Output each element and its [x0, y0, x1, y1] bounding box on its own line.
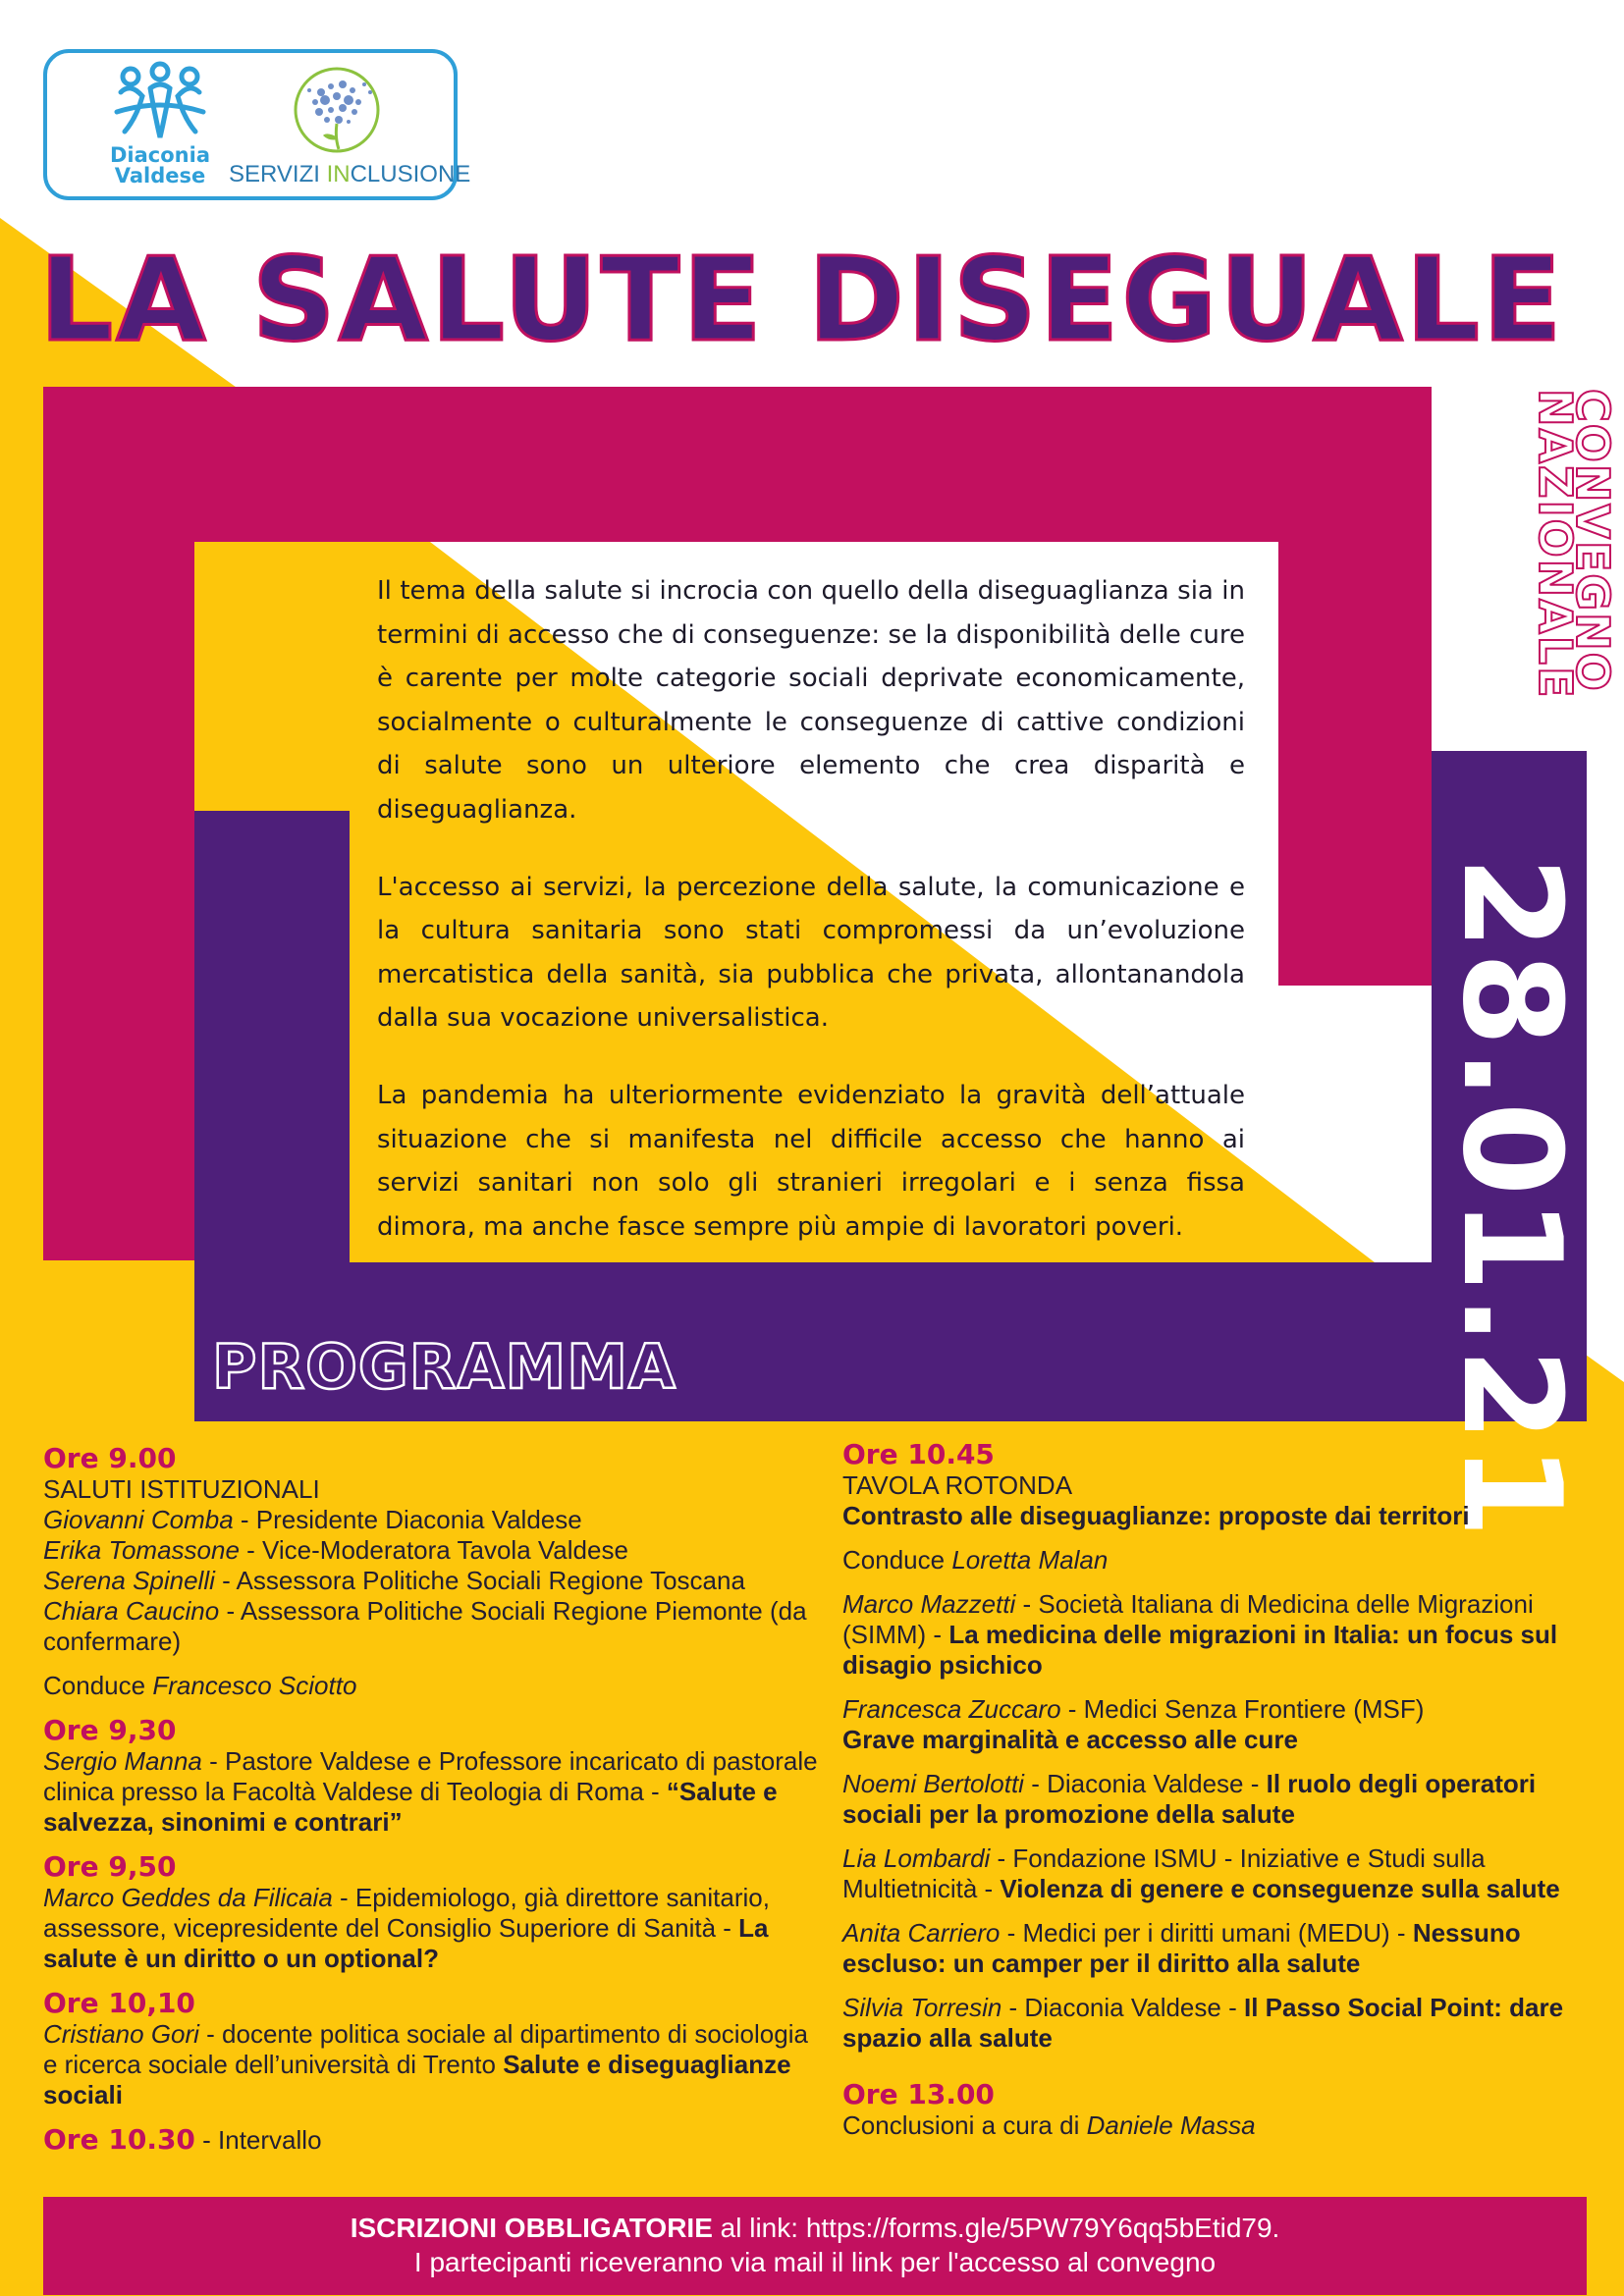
speaker-line	[43, 1596, 819, 1657]
registration-note: I partecipanti riceveranno via mail il link per l'accesso al convegno	[413, 2247, 1217, 2277]
speaker-role: - Presidente Diaconia Valdese	[233, 1505, 582, 1534]
speaker-name: Marco Geddes da Filicaia	[43, 1883, 333, 1912]
magenta-frame-top	[43, 387, 1432, 542]
talk-line	[43, 1883, 819, 1974]
slot-time: Ore 10.45	[842, 1438, 995, 1470]
slot-time: Ore 9,50	[43, 1850, 177, 1883]
talk-title: Violenza di genere e conseguenze sulla salute	[1000, 1874, 1560, 1903]
magenta-frame-left	[43, 387, 194, 1260]
speaker-name: Sergio Manna	[43, 1746, 202, 1776]
schedule-right-column	[842, 1439, 1598, 2141]
slot-heading: TAVOLA ROTONDA	[842, 1470, 1073, 1500]
programma-text: PROGRAMMA	[212, 1331, 677, 1403]
speaker-role: - docente politica sociale al dipartimento di sociologia e ricerca sociale dell’università di Trento	[43, 2019, 808, 2079]
slot-heading: SALUTI ISTITUZIONALI	[43, 1474, 320, 1504]
moderator-line	[43, 1671, 819, 1701]
talk-line	[842, 1589, 1598, 1681]
speaker-name: Lia Lombardi	[842, 1843, 991, 1873]
people-circle-icon	[111, 63, 209, 143]
talk-line	[842, 1843, 1598, 1904]
diaconia-line1: Diaconia	[110, 143, 210, 167]
speaker-role: - Assessora Politiche Sociali Regione Piemonte (da confermare)	[43, 1596, 807, 1656]
slot-time: Ore 9,30	[43, 1714, 177, 1746]
speaker-role: - Epidemiologo, già direttore sanitario, assessore, vicepresidente del Consiglio Superiore di Sanità -	[43, 1883, 770, 1943]
speaker-name: Giovanni Comba	[43, 1505, 234, 1534]
talk-line	[43, 1746, 819, 1838]
speaker-role: - Diaconia Valdese -	[1001, 1993, 1244, 2022]
event-date: 28.01.21	[1433, 856, 1591, 1540]
speaker-name: Cristiano Gori	[43, 2019, 199, 2049]
talk-title: La salute è un diritto o un optional?	[43, 1913, 769, 1973]
programma-heading	[208, 1327, 895, 1406]
registration-link[interactable]: al link: https://forms.gle/5PW79Y6qq5bEtid79.	[712, 2213, 1280, 2243]
talk-title: Salute e diseguaglianze sociali	[43, 2050, 791, 2109]
nazionale-text: NAZIONALE	[1529, 389, 1582, 700]
slot-time: Ore 10,10	[43, 1987, 195, 2019]
speaker-line	[43, 1505, 819, 1535]
talk-title: Grave marginalità e accesso alle cure	[842, 1725, 1298, 1754]
talk-title: “Salute e salvezza, sinonimi e contrari”	[43, 1777, 778, 1837]
speaker-name: Silvia Torresin	[842, 1993, 1002, 2022]
talk-line	[842, 1918, 1598, 1979]
slot-time: Ore 10.30	[43, 2123, 195, 2156]
dandelion-icon	[288, 63, 386, 161]
speaker-name: Anita Carriero	[842, 1918, 1001, 1948]
diaconia-valdese-logo	[86, 63, 234, 196]
logo-box	[43, 49, 471, 200]
diaconia-line2: Valdese	[114, 164, 206, 187]
speaker-role: - Medici Senza Frontiere (MSF)	[1060, 1694, 1425, 1724]
moderator-line	[842, 1545, 1598, 1575]
slot-time: Ore 9.00	[43, 1442, 177, 1474]
intro-paragraph-3: La pandemia ha ulteriormente evidenziato la gravità dell’attuale situazione che si manifesta nel difficile accesso che hanno ai servizi sanitari non solo gli stranieri irregolari e i senza fissa dimora, ma anche fasce sempre più ampie di lavoratori poveri.	[377, 1080, 1245, 1242]
convegno-nazionale-vertical	[1529, 385, 1619, 738]
closing-label: Conclusioni a cura di	[842, 2110, 1087, 2140]
servizi-inclusione-logo	[229, 63, 471, 196]
intro-paragraph-1: Il tema della salute si incrocia con quello della diseguaglianza sia in termini di accesso che di conseguenze: se la disponibilità delle cure è carente per molte categorie sociali deprivate economicamente, socialmente o culturalmente le conseguenze di cattive condizioni di salute sono un ulteriore elemento che crea disparità e diseguaglianza.	[377, 576, 1245, 825]
event-date-vertical	[1433, 834, 1591, 1540]
speaker-name: Noemi Bertolotti	[842, 1769, 1024, 1798]
speaker-line	[43, 1566, 819, 1596]
servizi-inclusione-text	[229, 161, 471, 188]
slot-13-00	[842, 2079, 1598, 2141]
talk-line	[842, 1993, 1598, 2054]
closing-speaker: Daniele Massa	[1086, 2110, 1256, 2140]
slot-time: Ore 13.00	[842, 2078, 995, 2110]
servizi-part1: SERVIZI	[229, 161, 327, 187]
round-table-subtitle: Contrasto alle diseguaglianze: proposte dai territori	[842, 1501, 1470, 1530]
moderator-name: Francesco Sciotto	[152, 1671, 357, 1700]
slot-9-30	[43, 1715, 819, 1838]
moderator-label: Conduce	[43, 1671, 153, 1700]
talk-title: Il Passo Social Point: dare spazio alla salute	[842, 1993, 1564, 2053]
registration-footer	[43, 2197, 1587, 2295]
registration-line	[43, 2211, 1587, 2245]
magenta-frame-right	[1278, 387, 1432, 986]
speaker-name: Francesca Zuccaro	[842, 1694, 1061, 1724]
registration-label: ISCRIZIONI OBBLIGATORIE	[350, 2213, 713, 2243]
intro-text	[377, 569, 1245, 1282]
servizi-part2: IN	[326, 161, 351, 187]
speaker-role: - Vice-Moderatora Tavola Valdese	[239, 1535, 628, 1565]
talk-title: Il ruolo degli operatori sociali per la promozione della salute	[842, 1769, 1537, 1829]
speaker-name: Chiara Caucino	[43, 1596, 220, 1626]
slot-9-00	[43, 1443, 819, 1701]
convegno-text: CONVEGNO	[1566, 389, 1619, 693]
speaker-line	[43, 1535, 819, 1566]
talk-line	[842, 1694, 1598, 1755]
slot-9-50	[43, 1851, 819, 1974]
speaker-name: Serena Spinelli	[43, 1566, 215, 1595]
talk-title: La medicina delle migrazioni in Italia: un focus sul disagio psichico	[842, 1620, 1558, 1680]
speaker-role: - Fondazione ISMU - Iniziative e Studi sulla Multietnicità -	[842, 1843, 1486, 1903]
moderator-name: Loretta Malan	[951, 1545, 1109, 1575]
speaker-name: Erika Tomassone	[43, 1535, 240, 1565]
slot-10-30	[43, 2124, 819, 2156]
speaker-role: - Società Italiana di Medicina delle Migrazioni (SIMM) -	[842, 1589, 1534, 1649]
speaker-name: Marco Mazzetti	[842, 1589, 1016, 1619]
speaker-role: - Diaconia Valdese -	[1023, 1769, 1267, 1798]
closing-line	[842, 2110, 1598, 2141]
servizi-part3: CLUSIONE	[350, 161, 471, 187]
speaker-role: - Medici per i diritti umani (MEDU) -	[1000, 1918, 1413, 1948]
talk-title: Nessuno escluso: un camper per il diritto alla salute	[842, 1918, 1521, 1978]
schedule-left-column	[43, 1443, 819, 2169]
moderator-label: Conduce	[842, 1545, 952, 1575]
intro-paragraph-2: L'accesso ai servizi, la percezione della salute, la comunicazione e la cultura sanitaria sono stati compromessi da un’evoluzione mercatistica della sanità, sia pubblica che privata, allontanandola dalla sua vocazione universalistica.	[377, 872, 1245, 1034]
break-label: - Intervallo	[194, 2125, 322, 2155]
speaker-role: - Assessora Politiche Sociali Regione Toscana	[214, 1566, 745, 1595]
page-title: LA SALUTE DISEGUALE	[39, 232, 1565, 367]
slot-10-10	[43, 1988, 819, 2110]
talk-line	[842, 1769, 1598, 1830]
speaker-role: - Pastore Valdese e Professore incaricato di pastorale clinica presso la Facoltà Valdese di Teologia di Roma -	[43, 1746, 818, 1806]
talk-line	[43, 2019, 819, 2110]
